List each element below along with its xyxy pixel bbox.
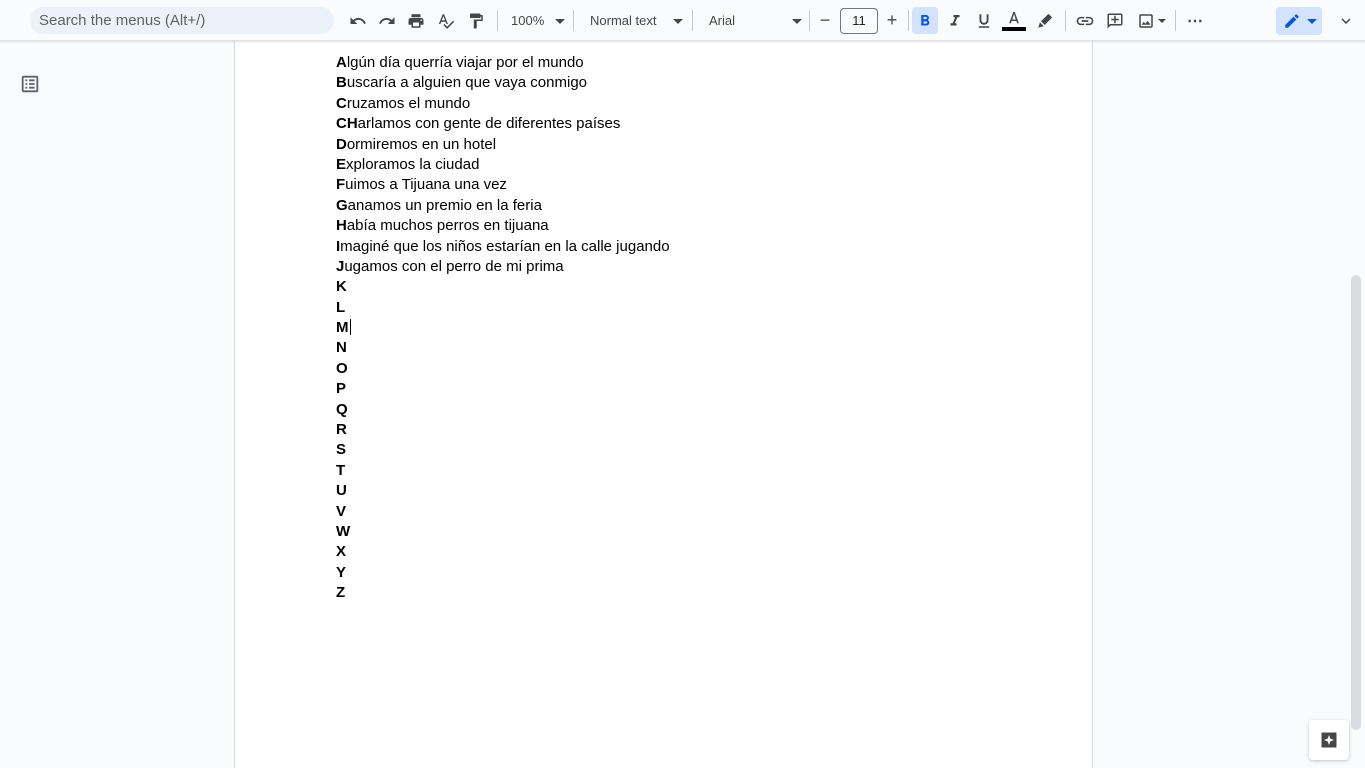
text-color-button[interactable] [1001, 7, 1027, 34]
document-body[interactable] [336, 53, 670, 604]
line-initial: CH [336, 115, 358, 133]
document-line[interactable] [336, 318, 670, 338]
print-button[interactable] [404, 7, 428, 34]
bold-button[interactable] [912, 7, 938, 34]
editing-mode-button[interactable] [1276, 7, 1322, 35]
insert-image-button[interactable] [1133, 7, 1169, 34]
chevron-down-icon [1158, 19, 1166, 23]
chevron-down-icon [1307, 19, 1317, 24]
text-color-swatch [1002, 27, 1026, 31]
more-horiz-icon: ⋯ [1187, 12, 1203, 30]
chevron-down-icon [673, 19, 683, 24]
line-initial: Q [336, 400, 348, 418]
document-line[interactable] [336, 481, 670, 501]
line-text: ormiremos en un hotel [346, 135, 497, 153]
line-initial: V [336, 502, 347, 520]
line-initial: G [336, 196, 348, 214]
chevron-down-icon [792, 19, 802, 24]
document-line[interactable] [336, 155, 670, 175]
document-line[interactable] [336, 73, 670, 93]
zoom-value: 100% [511, 13, 545, 28]
minus-icon: − [819, 10, 831, 30]
document-line[interactable] [336, 461, 670, 481]
line-text: maginé que los niños estarían en la calle jugando [340, 237, 670, 255]
chevron-up-down-icon [1337, 12, 1355, 30]
highlight-color-button[interactable] [1033, 7, 1057, 34]
text-color-icon [1005, 10, 1023, 26]
undo-icon [349, 12, 367, 30]
pencil-icon [1283, 12, 1301, 30]
line-initial: L [336, 298, 346, 316]
undo-button[interactable] [346, 7, 370, 34]
document-line[interactable] [336, 114, 670, 134]
document-line[interactable] [336, 563, 670, 583]
document-line[interactable] [336, 237, 670, 257]
document-line[interactable] [336, 196, 670, 216]
line-initial: T [336, 461, 346, 479]
toolbar-divider [573, 10, 574, 31]
text-cursor [350, 319, 351, 335]
toolbar-divider [1175, 10, 1176, 31]
line-initial: C [336, 94, 347, 112]
document-line[interactable] [336, 542, 670, 562]
spellcheck-button[interactable] [434, 7, 458, 34]
document-line[interactable] [336, 583, 670, 603]
toolbar-divider [692, 10, 693, 31]
outline-icon [19, 73, 41, 95]
document-line[interactable] [336, 277, 670, 297]
document-line[interactable] [336, 53, 670, 73]
line-text: anamos un premio en la feria [347, 196, 542, 214]
line-text: abía muchos perros en tijuana [346, 217, 549, 235]
line-initial: I [336, 237, 341, 255]
line-initial: A [336, 54, 347, 71]
document-line[interactable] [336, 440, 670, 460]
line-text: uscaría a alguien que vaya conmigo [346, 74, 587, 92]
italic-icon [946, 12, 964, 30]
link-icon [1075, 11, 1095, 31]
document-line[interactable] [336, 338, 670, 358]
toolbar-divider [809, 10, 810, 31]
line-initial: D [336, 135, 347, 153]
line-initial: B [336, 74, 347, 92]
explore-button[interactable] [1309, 720, 1349, 760]
paint-format-button[interactable] [464, 7, 488, 34]
insert-link-button[interactable] [1073, 7, 1097, 34]
document-line[interactable] [336, 379, 670, 399]
line-initial: R [336, 421, 347, 439]
line-initial: U [336, 482, 347, 500]
toolbar-divider [497, 10, 498, 31]
line-initial: K [336, 278, 347, 296]
add-comment-icon [1106, 12, 1124, 30]
print-icon [407, 12, 425, 30]
line-initial: P [336, 380, 347, 398]
document-outline-button[interactable] [19, 73, 41, 95]
zoom-select[interactable] [505, 7, 569, 34]
decrease-font-size-button[interactable] [813, 7, 837, 34]
line-initial: F [336, 176, 346, 194]
search-menus-input[interactable] [30, 7, 334, 34]
redo-icon [378, 12, 396, 30]
line-initial: H [336, 217, 347, 235]
plus-icon: + [886, 10, 898, 30]
bold-icon [916, 12, 934, 30]
line-text: arlamos con gente de diferentes países [357, 115, 621, 133]
line-initial: J [336, 257, 345, 275]
line-text: lgún día querría viajar por el mundo [346, 54, 584, 71]
document-line[interactable] [336, 135, 670, 155]
document-line[interactable] [336, 400, 670, 420]
line-initial: Z [336, 584, 346, 602]
line-initial: S [336, 441, 347, 459]
document-line[interactable] [336, 175, 670, 195]
increase-font-size-button[interactable] [880, 7, 904, 34]
line-initial: M [336, 319, 349, 337]
add-comment-button[interactable] [1103, 7, 1127, 34]
document-line[interactable] [336, 420, 670, 440]
redo-button[interactable] [375, 7, 399, 34]
document-line[interactable] [336, 257, 670, 277]
font-family-select[interactable] [701, 7, 805, 34]
paragraph-style-select[interactable] [582, 7, 686, 34]
spellcheck-icon [437, 12, 455, 30]
document-line[interactable] [336, 216, 670, 236]
document-line[interactable] [336, 522, 670, 542]
line-text: xploramos la ciudad [346, 155, 480, 173]
search-placeholder: Search the menus (Alt+/) [39, 12, 206, 29]
line-text: ruzamos el mundo [346, 94, 471, 112]
line-initial: O [336, 359, 348, 377]
document-page[interactable] [234, 41, 1093, 768]
toolbar-divider [1065, 10, 1066, 31]
document-line[interactable] [336, 94, 670, 114]
line-initial: X [336, 543, 347, 561]
font-size-input[interactable]: 11 [840, 8, 878, 34]
document-line[interactable] [336, 359, 670, 379]
highlighter-icon [1036, 12, 1054, 30]
line-initial: Y [336, 563, 347, 581]
paragraph-style-value: Normal text [590, 13, 657, 28]
hide-menus-button[interactable] [1334, 7, 1358, 34]
image-icon [1137, 12, 1155, 30]
underline-icon [975, 12, 993, 30]
line-initial: W [336, 522, 351, 540]
explore-sparkle-icon [1319, 730, 1339, 750]
italic-button[interactable] [943, 7, 967, 34]
line-initial: N [336, 339, 347, 357]
underline-button[interactable] [972, 7, 996, 34]
more-options-button[interactable] [1183, 7, 1207, 34]
document-line[interactable] [336, 298, 670, 318]
toolbar [0, 0, 1365, 41]
document-line[interactable] [336, 502, 670, 522]
chevron-down-icon [555, 19, 565, 24]
toolbar-divider [908, 10, 909, 31]
paint-format-icon [467, 12, 485, 30]
vertical-scrollbar[interactable] [1351, 275, 1361, 730]
font-family-value: Arial [709, 13, 736, 28]
line-initial: E [336, 155, 347, 173]
line-text: ugamos con el perro de mi prima [344, 257, 564, 275]
line-text: uimos a Tijuana una vez [345, 176, 507, 194]
